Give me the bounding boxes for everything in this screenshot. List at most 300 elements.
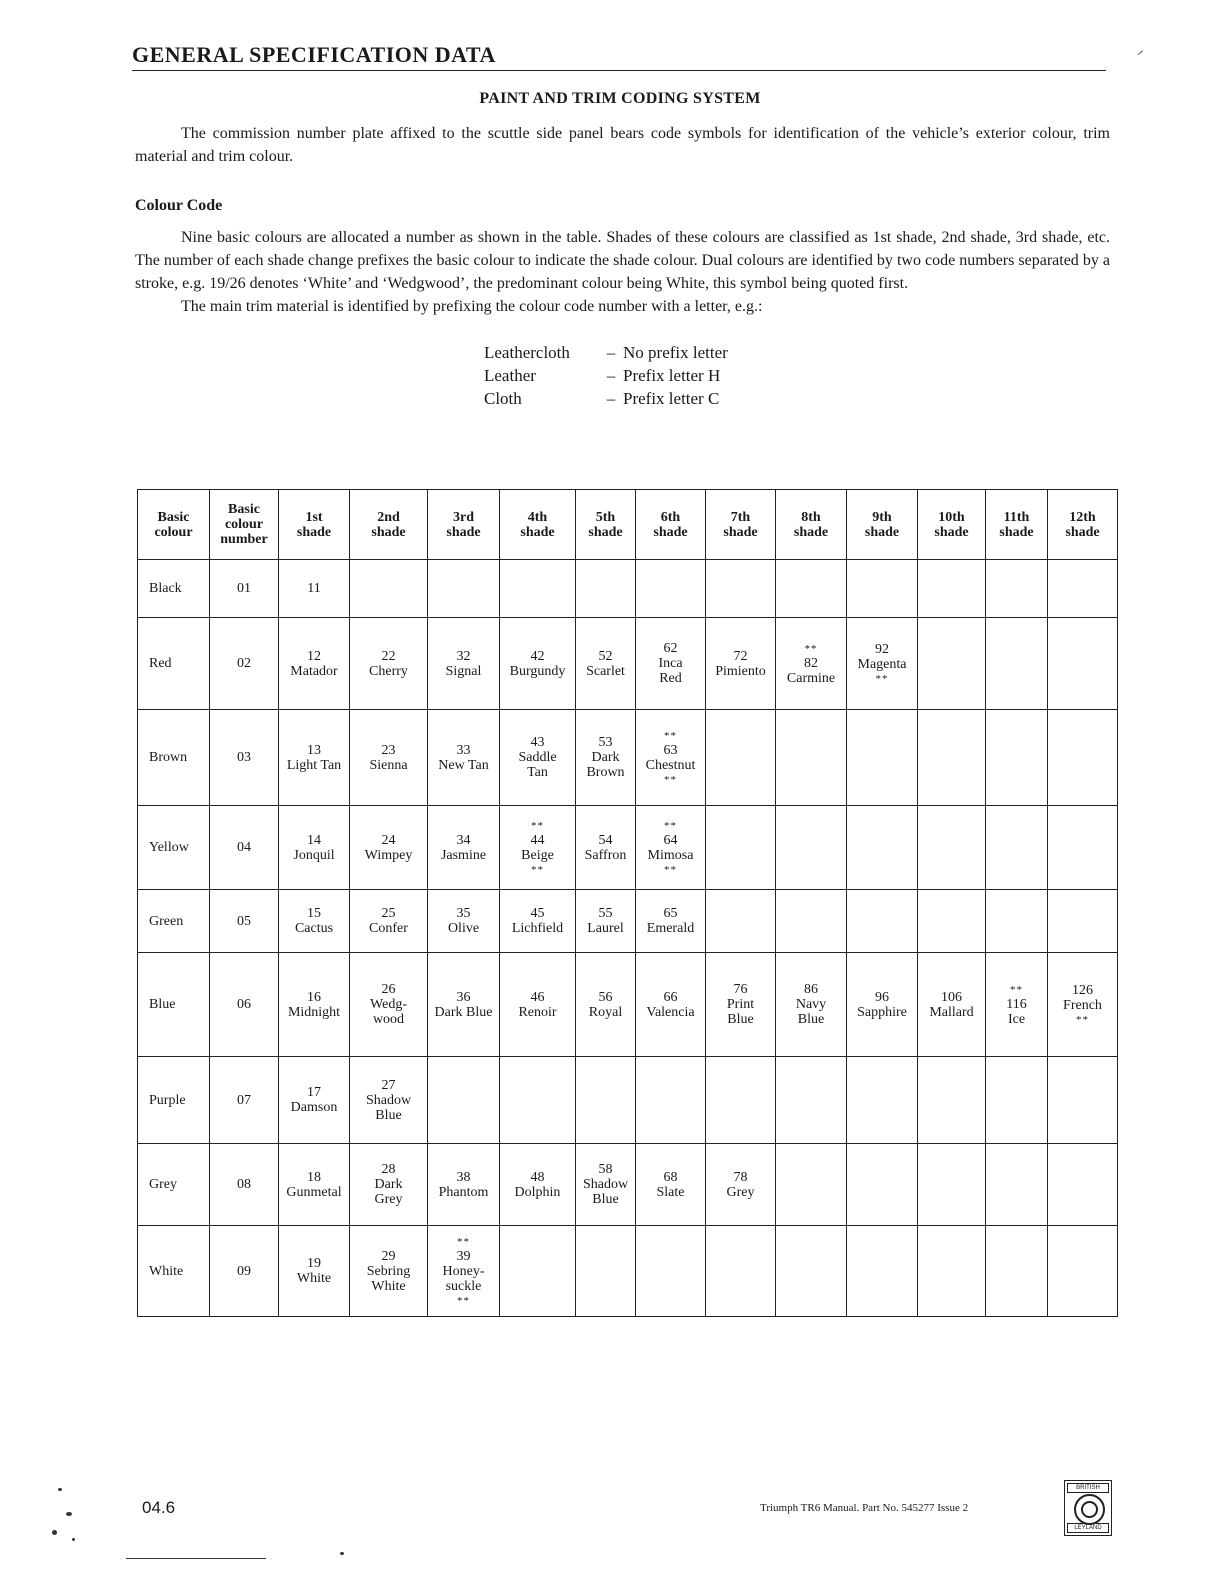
shade-cell — [847, 806, 918, 890]
shade-cell — [706, 560, 776, 618]
shade-cell — [279, 618, 350, 710]
shade-name: Wedg- — [370, 997, 407, 1012]
shade-name: Gunmetal — [286, 1184, 342, 1200]
trim-dash: – — [606, 343, 616, 362]
shade-name: Magenta — [857, 656, 907, 672]
basic-colour-cell — [138, 710, 210, 806]
header-shade-7 — [706, 490, 776, 560]
shade-cell — [279, 1144, 350, 1226]
shade-cell — [279, 806, 350, 890]
header-line: shade — [371, 524, 406, 540]
trim-material: Leather — [484, 366, 536, 385]
shade-cell — [350, 806, 428, 890]
shade-name: Sebring — [366, 1263, 411, 1279]
basic-colour-number-cell — [210, 890, 279, 953]
shade-code: 45 — [530, 906, 545, 921]
shade-name: Dark — [374, 1177, 403, 1192]
shade-code: 46 — [530, 989, 545, 1005]
header-line: 4th — [527, 509, 548, 525]
shade-code: 42 — [530, 648, 545, 664]
shade-code: 92 — [875, 641, 889, 657]
section-title: PAINT AND TRIM CODING SYSTEM — [479, 90, 761, 107]
shade-name: Sapphire — [857, 1004, 907, 1020]
shade-name: Jonquil — [293, 847, 335, 863]
shade-code: 38 — [456, 1169, 471, 1185]
shade-cell — [918, 890, 986, 953]
shade-cell — [918, 618, 986, 710]
header-line: shade — [1065, 524, 1100, 540]
shade-cell — [636, 560, 706, 618]
trim-dash: – — [606, 366, 616, 385]
shade-name: Mimosa — [647, 847, 694, 863]
basic-colour-number-cell — [210, 1144, 279, 1226]
header-line: Basic — [228, 502, 260, 517]
shade-cell — [500, 618, 576, 710]
trim-material: Leathercloth — [484, 343, 570, 362]
shade-cell — [500, 806, 576, 890]
manual-reference: Triumph TR6 Manual. Part No. 545277 Issue 2 — [760, 1502, 969, 1514]
shade-cell — [986, 710, 1048, 806]
shade-cell — [1048, 890, 1118, 953]
shade-name: Grey — [374, 1192, 403, 1207]
header-shade-1 — [279, 490, 350, 560]
shade-code: 58 — [598, 1162, 613, 1177]
table-row-brown — [138, 710, 1118, 806]
shade-cell — [576, 618, 636, 710]
shade-name: Sienna — [369, 757, 408, 773]
header-line: Basic — [157, 509, 190, 525]
basic-colour-name: Purple — [149, 1092, 186, 1108]
shade-code: 68 — [663, 1169, 678, 1185]
table-row-grey — [138, 1144, 1118, 1226]
basic-colour-cell — [138, 953, 210, 1057]
basic-colour-number-cell — [210, 560, 279, 618]
corner-mark — [1138, 50, 1145, 56]
shade-code: 25 — [381, 906, 396, 921]
header-shade-10 — [918, 490, 986, 560]
shade-name: Olive — [447, 921, 480, 936]
header-line: 7th — [730, 509, 751, 525]
shade-cell — [918, 1226, 986, 1317]
table-row-red — [138, 618, 1118, 710]
shade-cell — [500, 710, 576, 806]
stars-marker: ** — [875, 672, 889, 685]
shade-code: 76 — [733, 982, 748, 997]
shade-cell — [986, 890, 1048, 953]
stars-marker: ** — [804, 642, 818, 655]
shade-name: Honey- — [442, 1263, 485, 1279]
shade-name: Lichfield — [511, 921, 564, 936]
shade-code: 23 — [381, 742, 396, 758]
shade-name: Valencia — [646, 1004, 695, 1020]
stars-marker: ** — [1010, 983, 1023, 996]
shade-cell — [428, 560, 500, 618]
shade-name: Grey — [726, 1184, 755, 1200]
shade-cell — [279, 1226, 350, 1317]
basic-colour-number-cell — [210, 806, 279, 890]
shade-name: Slate — [656, 1184, 685, 1200]
stars-marker: ** — [664, 819, 677, 832]
shade-code: 78 — [733, 1169, 748, 1185]
shade-cell — [847, 618, 918, 710]
header-line: shade — [446, 524, 481, 540]
shade-cell — [776, 618, 847, 710]
shade-cell — [1048, 1057, 1118, 1144]
header-line: 3rd — [453, 509, 474, 525]
shade-code: 14 — [307, 832, 321, 848]
table-header-row — [138, 490, 1118, 560]
shade-name: Signal — [445, 663, 482, 679]
shade-code: 24 — [381, 832, 396, 848]
shade-name: Cactus — [294, 921, 334, 936]
shade-name: Cherry — [369, 663, 408, 679]
shade-name: Laurel — [587, 921, 624, 936]
shade-code: 66 — [663, 989, 678, 1005]
shade-name: Inca — [658, 656, 683, 671]
trim-dash: – — [606, 389, 616, 408]
shade-name: Scarlet — [586, 663, 625, 679]
basic-colour-cell — [138, 618, 210, 710]
shade-cell — [776, 1144, 847, 1226]
shade-cell — [918, 710, 986, 806]
shade-cell — [776, 710, 847, 806]
header-line: 12th — [1069, 509, 1096, 525]
shade-cell — [576, 1226, 636, 1317]
shade-cell — [706, 710, 776, 806]
shade-name: Blue — [797, 1012, 825, 1027]
scan-speckle — [58, 1488, 62, 1491]
shade-cell — [706, 890, 776, 953]
scan-speckle — [340, 1552, 344, 1555]
shade-cell — [279, 890, 350, 953]
header-shade-6 — [636, 490, 706, 560]
shade-name: Shadow — [582, 1177, 629, 1192]
shade-cell — [636, 1144, 706, 1226]
shade-cell — [706, 953, 776, 1057]
basic-colour-number-cell — [210, 710, 279, 806]
basic-colour-cell — [138, 1057, 210, 1144]
stars-marker: ** — [531, 863, 544, 876]
shade-cell — [350, 710, 428, 806]
shade-code: 12 — [307, 648, 321, 664]
shade-name: Blue — [375, 1107, 402, 1123]
header-line: shade — [296, 524, 332, 540]
basic-colour-name: White — [149, 1263, 184, 1279]
shade-cell — [706, 806, 776, 890]
scan-speckle — [72, 1538, 75, 1541]
shade-cell — [986, 1144, 1048, 1226]
shade-cell — [500, 560, 576, 618]
shade-code: 17 — [307, 1085, 321, 1100]
shade-cell — [428, 1226, 500, 1317]
shade-cell — [847, 1057, 918, 1144]
shade-cell — [1048, 953, 1118, 1057]
shade-cell — [279, 1057, 350, 1144]
trim-rule: Prefix letter C — [623, 389, 720, 408]
shade-cell — [986, 618, 1048, 710]
shade-cell — [918, 560, 986, 618]
shade-code: 32 — [456, 648, 471, 664]
header-line: 5th — [595, 509, 616, 525]
header-title: GENERAL SPECIFICATION DATA — [132, 42, 496, 67]
shade-cell — [576, 806, 636, 890]
shade-code: 27 — [381, 1077, 396, 1093]
shade-name: Saffron — [584, 847, 627, 863]
header-line: shade — [934, 524, 969, 540]
header-line: shade — [653, 524, 688, 540]
shade-name: Print — [726, 997, 755, 1012]
header-line: shade — [864, 524, 900, 540]
shade-code: 43 — [530, 735, 545, 750]
basic-colour-name: Yellow — [149, 840, 189, 855]
shade-cell — [350, 890, 428, 953]
shade-code: 126 — [1072, 982, 1093, 998]
shade-code: 65 — [663, 906, 678, 921]
basic-colour-number: 02 — [237, 656, 251, 671]
table-row-yellow — [138, 806, 1118, 890]
trim-row-leather — [484, 364, 728, 387]
logo-top-text: BRITISH — [1067, 1483, 1109, 1493]
table-row-black — [138, 560, 1118, 618]
basic-colour-number: 06 — [237, 997, 251, 1012]
shade-cell — [918, 1057, 986, 1144]
shade-cell — [279, 953, 350, 1057]
shade-code: 22 — [381, 648, 396, 664]
binding-line — [126, 1558, 266, 1559]
shade-code: 62 — [663, 641, 678, 656]
shade-code: 34 — [456, 832, 471, 848]
shade-cell — [279, 710, 350, 806]
shade-name: Chestnut — [645, 757, 696, 773]
shade-name: Pimiento — [715, 663, 766, 679]
shade-cell — [776, 953, 847, 1057]
shade-code: 18 — [307, 1169, 321, 1185]
page-number: 04.6 — [142, 1498, 176, 1517]
header-shade-12 — [1048, 490, 1118, 560]
shade-code: 39 — [456, 1248, 471, 1264]
shade-cell — [576, 1144, 636, 1226]
basic-colour-number: 09 — [237, 1263, 251, 1279]
shade-cell — [500, 1226, 576, 1317]
shade-code: 106 — [941, 989, 962, 1005]
header-line: 1st — [305, 509, 323, 525]
shade-code: 16 — [307, 989, 321, 1005]
shade-cell — [636, 953, 706, 1057]
stars-marker: ** — [531, 819, 544, 832]
header-shade-2 — [350, 490, 428, 560]
shade-name: Wimpey — [364, 847, 413, 863]
shade-cell — [1048, 1226, 1118, 1317]
shade-name: Royal — [588, 1004, 623, 1020]
shade-cell — [847, 710, 918, 806]
shade-cell — [279, 560, 350, 618]
shade-cell — [776, 890, 847, 953]
shade-cell — [1048, 710, 1118, 806]
intro-paragraph — [135, 122, 1110, 168]
basic-colour-cell — [138, 1226, 210, 1317]
shade-name: suckle — [445, 1278, 482, 1294]
scan-speckle — [52, 1530, 57, 1535]
header-line: number — [220, 532, 268, 547]
table-row-purple — [138, 1057, 1118, 1144]
header-line: colour — [224, 517, 264, 532]
shade-cell — [428, 806, 500, 890]
basic-colour-name: Brown — [149, 750, 188, 765]
shade-name: Brown — [586, 765, 625, 780]
trim-intro-text: The main trim material is identified by prefixing the colour code number with a letter, e.g.: — [181, 298, 763, 315]
stars-marker: ** — [664, 773, 677, 786]
header-line: shade — [723, 524, 758, 540]
shade-name: Carmine — [786, 670, 836, 686]
shade-cell — [576, 710, 636, 806]
shade-name: Dark — [591, 750, 620, 765]
shade-code: 11 — [307, 581, 321, 596]
basic-colour-number: 08 — [237, 1177, 251, 1192]
colour-code-text: Nine basic colours are allocated a number as shown in the table. Shades of these colours are classified as 1st shade, 2nd shade, 3rd shade, etc. The number of each shade change prefixes the basic colour to indicate the shade colour. Dual colours are identified by two code numbers separated by a stroke, e.g. 19/26 denotes ‘White’ and ‘Wedgwood’, the predominant colour being White, this symbol being quoted first. — [135, 229, 1110, 292]
basic-colour-number-cell — [210, 1057, 279, 1144]
shade-name: Shadow — [365, 1092, 412, 1108]
shade-cell — [776, 560, 847, 618]
table-row-white — [138, 1226, 1118, 1317]
shade-name: Navy — [795, 997, 827, 1012]
intro-text: The commission number plate affixed to the scuttle side panel bears code symbols for identification of the vehicle’s exterior colour, trim material and trim colour. — [135, 125, 1110, 165]
stars-marker: ** — [1076, 1013, 1089, 1026]
header-shade-8 — [776, 490, 847, 560]
shade-code: 72 — [733, 648, 748, 664]
shade-cell — [1048, 618, 1118, 710]
shade-cell — [350, 618, 428, 710]
basic-colour-number-cell — [210, 1226, 279, 1317]
shade-name: Tan — [527, 765, 548, 780]
shade-cell — [350, 1057, 428, 1144]
shade-code: 44 — [530, 832, 545, 848]
basic-colour-cell — [138, 806, 210, 890]
trim-material-list — [484, 341, 728, 410]
shade-name: French — [1063, 997, 1102, 1013]
shade-code: 29 — [381, 1248, 396, 1264]
header-shade-9 — [847, 490, 918, 560]
shade-code: 52 — [598, 648, 613, 664]
shade-code: 48 — [530, 1169, 545, 1185]
shade-name: Saddle — [518, 750, 557, 765]
shade-cell — [350, 953, 428, 1057]
shade-code: 63 — [663, 742, 678, 758]
shade-cell — [986, 1226, 1048, 1317]
header-shade-11 — [986, 490, 1048, 560]
shade-name: White — [296, 1271, 332, 1286]
shade-cell — [986, 953, 1048, 1057]
shade-cell — [428, 1057, 500, 1144]
shade-code: 13 — [307, 742, 321, 758]
basic-colour-cell — [138, 560, 210, 618]
trim-row-leathercloth — [484, 341, 728, 364]
shade-name: Blue — [592, 1192, 619, 1207]
shade-cell — [350, 1144, 428, 1226]
basic-colour-number: 04 — [237, 840, 251, 855]
shade-cell — [1048, 1144, 1118, 1226]
stars-marker: ** — [457, 1235, 470, 1248]
shade-code: 82 — [804, 655, 818, 671]
shade-cell — [428, 953, 500, 1057]
shade-cell — [847, 560, 918, 618]
header-line: 2nd — [377, 509, 400, 525]
basic-colour-cell — [138, 890, 210, 953]
basic-colour-number: 01 — [237, 581, 251, 596]
shade-name: Light Tan — [286, 757, 342, 773]
shade-cell — [500, 1144, 576, 1226]
shade-cell — [500, 953, 576, 1057]
basic-colour-number-cell — [210, 618, 279, 710]
shade-cell — [706, 1057, 776, 1144]
shade-cell — [1048, 560, 1118, 618]
shade-code: 33 — [456, 742, 471, 758]
basic-colour-name: Black — [149, 581, 182, 596]
shade-code: 28 — [381, 1162, 396, 1177]
stars-marker: ** — [664, 863, 677, 876]
shade-cell — [350, 1226, 428, 1317]
shade-code: 19 — [307, 1256, 321, 1271]
logo-bottom-text: LEYLAND — [1067, 1523, 1109, 1533]
shade-cell — [428, 890, 500, 953]
shade-code: 36 — [456, 989, 471, 1005]
shade-cell — [428, 618, 500, 710]
shade-cell — [847, 953, 918, 1057]
shade-cell — [986, 1057, 1048, 1144]
shade-cell — [428, 1144, 500, 1226]
shade-cell — [636, 710, 706, 806]
basic-colour-number: 05 — [237, 913, 251, 929]
shade-cell — [706, 1144, 776, 1226]
shade-cell — [918, 806, 986, 890]
shade-cell — [1048, 806, 1118, 890]
shade-cell — [428, 710, 500, 806]
header-line: shade — [793, 524, 829, 540]
header-line: 6th — [660, 509, 681, 525]
shade-code: 116 — [1006, 996, 1027, 1012]
shade-cell — [636, 806, 706, 890]
shade-code: 86 — [804, 982, 818, 997]
shade-name: Beige — [521, 847, 554, 863]
basic-colour-name: Green — [149, 913, 184, 929]
shade-cell — [636, 1226, 706, 1317]
shade-cell — [706, 618, 776, 710]
shade-cell — [350, 560, 428, 618]
header-shade-5 — [576, 490, 636, 560]
shade-cell — [636, 890, 706, 953]
shade-cell — [847, 890, 918, 953]
shade-name: Midnight — [287, 1004, 341, 1020]
shade-cell — [576, 953, 636, 1057]
colour-code-paragraph — [135, 226, 1110, 318]
shade-code: 55 — [598, 906, 613, 921]
basic-colour-number: 07 — [237, 1092, 251, 1108]
shade-name: Phantom — [438, 1184, 489, 1200]
header-shade-4 — [500, 490, 576, 560]
shade-name: Mallard — [929, 1004, 974, 1020]
british-leyland-logo — [1064, 1480, 1112, 1536]
page-header — [132, 40, 1106, 71]
shade-cell — [500, 1057, 576, 1144]
stars-marker: ** — [664, 729, 677, 742]
shade-name: New Tan — [438, 757, 489, 773]
shade-name: Damson — [290, 1100, 338, 1115]
shade-code: 15 — [307, 906, 321, 921]
trim-rule: Prefix letter H — [623, 366, 721, 385]
shade-cell — [918, 953, 986, 1057]
header-line: shade — [588, 524, 623, 540]
shade-code: 96 — [875, 989, 889, 1005]
basic-colour-number-cell — [210, 953, 279, 1057]
